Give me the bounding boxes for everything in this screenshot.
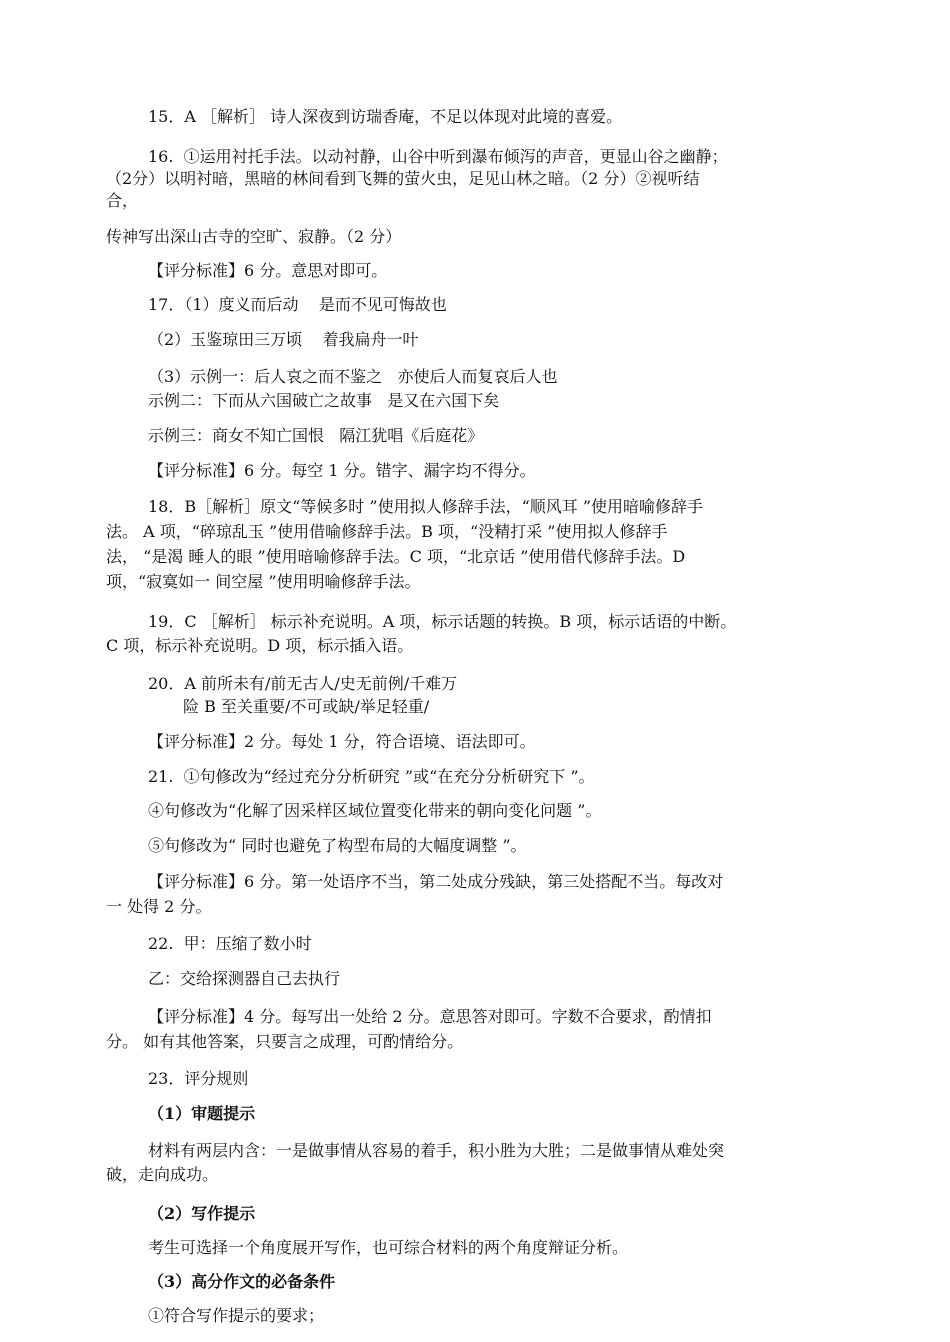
review-text-line-2: 破，走向成功。 xyxy=(106,1165,219,1184)
answer-17-2: （2）玉鉴琼田三万顷 着我扁舟一叶 xyxy=(148,330,419,349)
answer-18-line-3: 法， “是渴 睡人的眼 ”使用暗喻修辞手法。C 项，“北京话 ”使用借代修辞手法。D xyxy=(106,547,686,566)
scoring-21-line-1: 【评分标准】6 分。第一处语序不当，第二处成分残缺，第三处搭配不当。每改对 xyxy=(148,872,724,891)
answer-19-line-1: 19．C ［解析］ 标示补充说明。A 项，标示话题的转换。B 项，标示话语的中断。 xyxy=(148,612,737,631)
answer-17-3-example-3: 示例三：商女不知亡国恨 隔江犹唱《后庭花》 xyxy=(148,426,484,445)
answer-22-jia: 22. 甲：压缩了数小时 xyxy=(148,934,312,953)
answer-20-line-1: 20．A 前所未有/前无古人/史无前例/千难万 xyxy=(148,674,458,693)
section-heading-writing: （2）写作提示 xyxy=(148,1204,256,1223)
scoring-17: 【评分标准】6 分。每空 1 分。错字、漏字均不得分。 xyxy=(148,461,536,480)
answer-16-line-3: 合， xyxy=(106,191,139,210)
answer-17-3-example-2: 示例二：下而从六国破亡之故事 是又在六国下矣 xyxy=(148,391,500,410)
answer-22-yi: 乙：交给探测器自己去执行 xyxy=(148,969,341,988)
answer-21-sentence-1: 21. ①句修改为“经过充分分析研究 ”或“在充分分析研究下 ”。 xyxy=(148,767,595,786)
answer-21-sentence-4: ④句修改为“化解了因采样区域位置变化带来的朝向变化问题 ”。 xyxy=(148,801,602,820)
scoring-20: 【评分标准】2 分。每处 1 分，符合语境、语法即可。 xyxy=(148,732,536,751)
high-score-item-1: ①符合写作提示的要求； xyxy=(148,1306,325,1325)
answer-21-sentence-5: ⑤句修改为“ 同时也避免了构型布局的大幅度调整 ”。 xyxy=(148,836,527,855)
review-text-line-1: 材料有两层内含：一是做事情从容易的着手，积小胜为大胜；二是做事情从难处突 xyxy=(148,1141,725,1160)
scoring-22-line-1: 【评分标准】4 分。每写出一处给 2 分。意思答对即可。字数不合要求，酌情扣 xyxy=(148,1007,712,1026)
answer-18-line-2: 法。 A 项，“碎琼乱玉 ”使用借喻修辞手法。B 项，“没精打采 ”使用拟人修辞手 xyxy=(106,522,668,541)
section-heading-review: （1）审题提示 xyxy=(148,1104,256,1123)
answer-16-line-1: 16. ①运用衬托手法。以动衬静，山谷中听到瀑布倾泻的声音，更显山谷之幽静； xyxy=(148,147,728,166)
scoring-16-17: 【评分标准】6 分。意思对即可。 xyxy=(148,261,388,280)
answer-17-1: 17．（1）度义而后动 是而不见可悔故也 xyxy=(148,295,447,314)
writing-text: 考生可选择一个角度展开写作，也可综合材料的两个角度辩证分析。 xyxy=(148,1238,629,1257)
answer-16-line-4: 传神写出深山古寺的空旷、寂静。（2 分） xyxy=(106,227,402,246)
answer-20-line-2: 险 B 至关重要/不可或缺/举足轻重/ xyxy=(183,697,430,716)
answer-18-line-1: 18．B［解析］原文“等候多时 ”使用拟人修辞手法，“顺风耳 ”使用暗喻修辞手 xyxy=(148,497,704,516)
answer-15: 15．A ［解析］ 诗人深夜到访瑞香庵，不足以体现对此境的喜爱。 xyxy=(148,107,623,126)
answer-23-heading: 23．评分规则 xyxy=(148,1069,249,1088)
scoring-21-line-2: 一 处得 2 分。 xyxy=(106,897,212,916)
scoring-22-line-2: 分。 如有其他答案，只要言之成理，可酌情给分。 xyxy=(106,1032,464,1051)
answer-18-line-4: 项，“寂寞如一 间空屋 ”使用明喻修辞手法。 xyxy=(106,572,421,591)
answer-17-3-example-1: （3）示例一：后人哀之而不鉴之 亦使后人而复哀后人也 xyxy=(148,367,558,386)
section-heading-high-score: （3）高分作文的必备条件 xyxy=(148,1272,336,1291)
answer-19-line-2: C 项，标示补充说明。D 项，标示插入语。 xyxy=(106,636,414,655)
answer-16-line-2: （2分）以明衬暗，黑暗的林间看到飞舞的萤火虫，足见山林之暗。（2 分）②视听结 xyxy=(106,169,700,188)
